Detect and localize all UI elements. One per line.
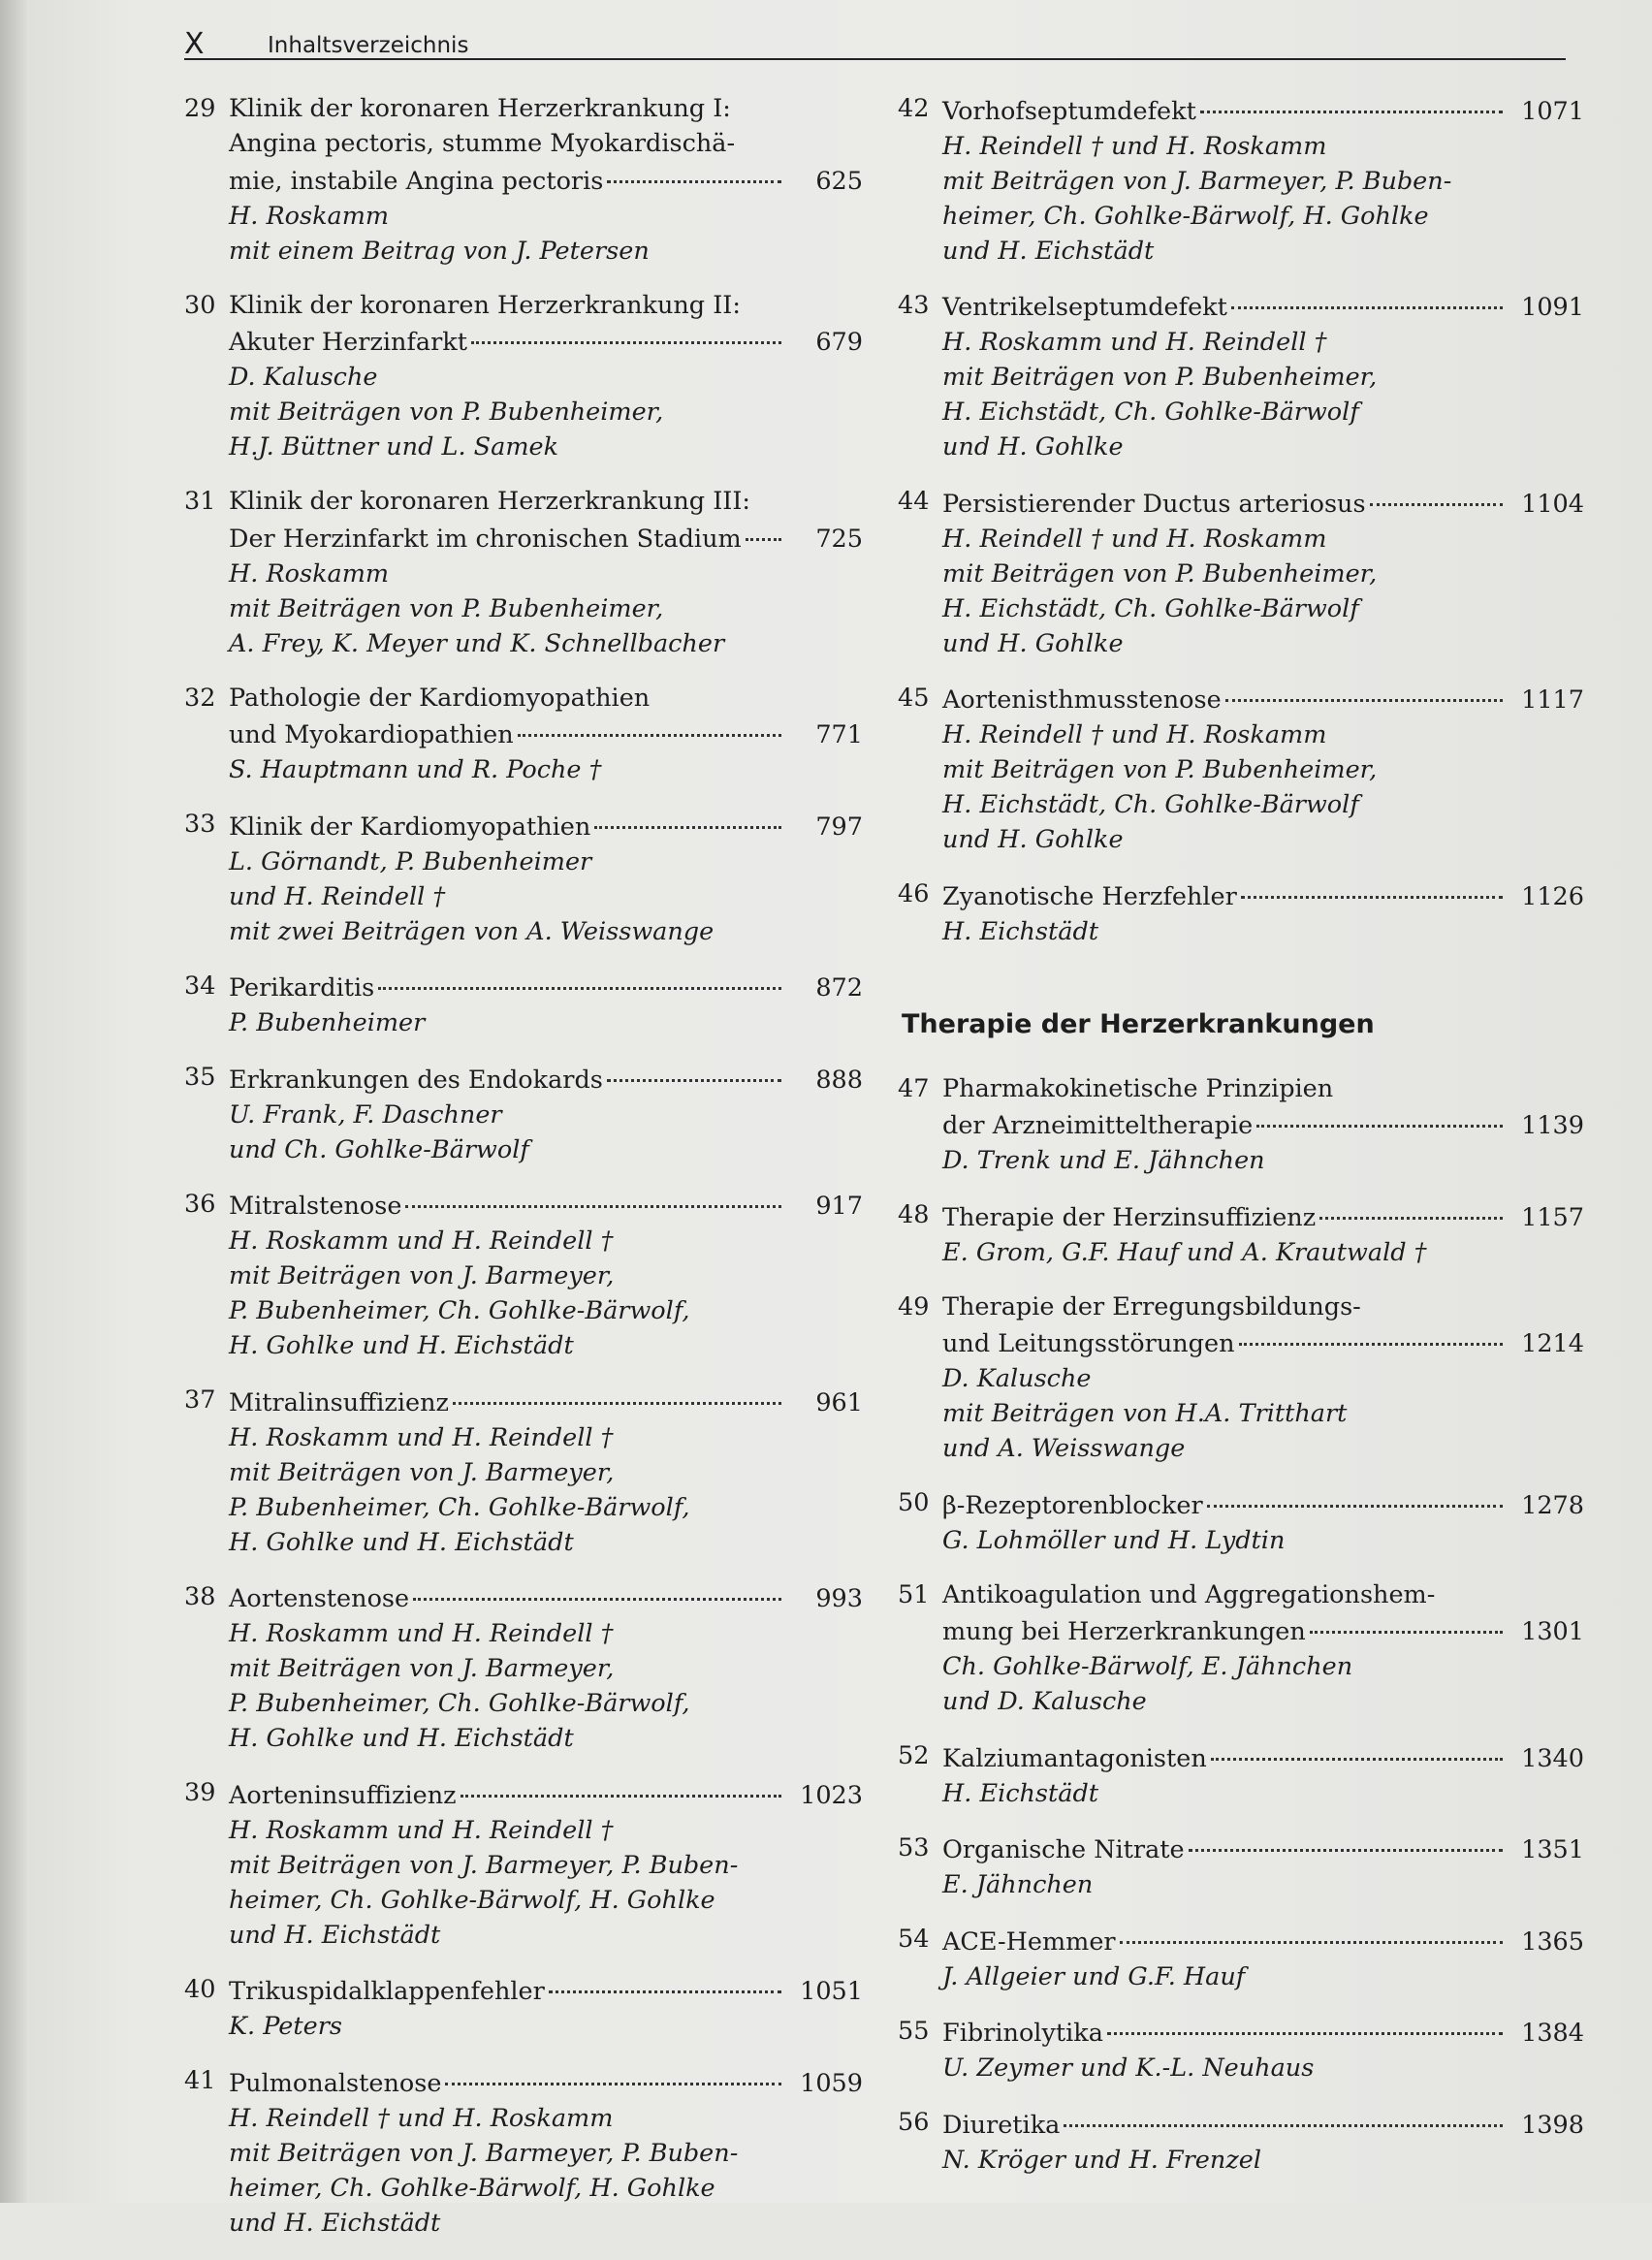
chapter-title: Trikuspidalklappenfehler	[229, 1977, 545, 2006]
chapter-title-line	[229, 1383, 863, 1420]
entry-body	[942, 1577, 1584, 1720]
page-ref: 1126	[1521, 881, 1584, 911]
chapter-authors: N. Kröger und H. Frenzel	[942, 2145, 1261, 2175]
dot-leader	[1107, 2008, 1503, 2036]
chapter-number: 32	[184, 683, 216, 713]
entry-body	[942, 1289, 1584, 1467]
chapter-authors: H. Roskamm	[229, 201, 390, 231]
left-column	[184, 91, 863, 2260]
entry-body	[942, 1830, 1584, 1903]
chapter-title: Pulmonalstenose	[229, 2068, 442, 2098]
chapter-authors: H. Reindell † und H. Roskamm	[942, 720, 1327, 749]
chapter-authors: U. Frank, F. Daschner	[229, 1099, 502, 1130]
chapter-authors: H. Roskamm	[229, 558, 390, 589]
chapter-authors: L. Görnandt, P. Bubenheimer	[229, 846, 592, 876]
chapter-authors: und A. Weisswange	[942, 1434, 1186, 1463]
chapter-number: 48	[898, 1200, 930, 1229]
chapter-authors: mit zwei Beiträgen von A. Weisswange	[229, 916, 715, 946]
page-ref: 625	[815, 166, 863, 196]
entry-body	[229, 681, 863, 788]
dot-leader	[607, 155, 781, 183]
chapter-number: 51	[898, 1579, 930, 1609]
toc-entry	[898, 1071, 1584, 1179]
chapter-authors: mit Beiträgen von J. Barmeyer, P. Buben-	[942, 166, 1452, 196]
chapter-authors: P. Bubenheimer	[229, 1008, 426, 1037]
dot-leader	[445, 2057, 781, 2085]
toc-entry	[184, 681, 863, 788]
chapter-title: Mitralinsuffizienz	[229, 1387, 449, 1417]
toc-entry	[184, 969, 863, 1041]
chapter-authors: mit Beiträgen von P. Bubenheimer,	[942, 755, 1378, 784]
chapter-number: 47	[898, 1073, 930, 1103]
chapter-authors: D. Kalusche	[942, 1364, 1092, 1393]
page-ref: 1059	[800, 2068, 863, 2098]
dot-leader	[1239, 1319, 1503, 1347]
therapy-entries	[898, 1071, 1584, 2178]
page-ref: 993	[815, 1584, 863, 1613]
toc-entry	[184, 288, 863, 465]
chapter-title: Klinik der koronaren Herzerkrankung III:	[229, 487, 751, 516]
chapter-authors: und H. Eichstädt	[942, 236, 1155, 266]
entry-body	[229, 1187, 863, 1364]
dot-leader	[1370, 478, 1503, 506]
chapter-title: Ventrikelseptumdefekt	[942, 293, 1227, 322]
chapter-title: Antikoagulation und Aggregationshem-	[942, 1579, 1436, 1609]
section-heading: Therapie der Herzerkrankungen	[902, 1008, 1375, 1039]
entry-body	[942, 1738, 1584, 1811]
toc-entry	[898, 876, 1584, 949]
chapter-number: 31	[184, 487, 216, 516]
chapter-title: Pathologie der Kardiomyopathien	[229, 683, 651, 713]
toc-entry	[184, 1187, 863, 1364]
dot-leader	[549, 1966, 781, 1994]
chapter-title: und Leitungsstörungen	[942, 1329, 1235, 1358]
chapter-title: Akuter Herzinfarkt	[229, 328, 467, 357]
chapter-title: mie, instabile Angina pectoris	[229, 166, 604, 196]
page-ref: 888	[815, 1065, 863, 1095]
entry-body	[942, 1922, 1584, 1994]
chapter-title: Fibrinolytika	[942, 2019, 1103, 2048]
dot-leader	[1120, 1916, 1503, 1944]
chapter-number: 53	[898, 1832, 930, 1862]
dot-leader	[378, 963, 781, 991]
chapter-title-line	[229, 1775, 863, 1813]
entry-body	[229, 1579, 863, 1757]
page-ref: 1091	[1521, 293, 1584, 322]
chapter-number: 55	[898, 2016, 930, 2046]
chapter-authors: Ch. Gohlke-Bärwolf, E. Jähnchen	[942, 1652, 1353, 1681]
right-column	[898, 91, 1584, 2197]
page-gutter	[0, 0, 27, 2203]
dot-leader	[1241, 871, 1503, 899]
chapter-authors: und Ch. Gohlke-Bärwolf	[229, 1134, 529, 1164]
chapter-authors: P. Bubenheimer, Ch. Gohlke-Bärwolf,	[229, 1296, 690, 1325]
chapter-authors: heimer, Ch. Gohlke-Bärwolf, H. Gohlke	[229, 1885, 715, 1915]
chapter-title-line	[229, 2063, 863, 2101]
chapter-title-line	[942, 91, 1584, 129]
chapter-authors: J. Allgeier und G.F. Hauf	[942, 1961, 1246, 1991]
chapter-title: Organische Nitrate	[942, 1835, 1185, 1864]
chapter-title: Erkrankungen des Endokards	[229, 1065, 603, 1095]
chapter-authors: H. Eichstädt	[942, 1778, 1099, 1808]
chapter-authors: mit Beiträgen von P. Bubenheimer,	[942, 363, 1378, 392]
chapter-authors: H. Roskamm und H. Reindell †	[229, 1226, 614, 1256]
right-column-entries	[898, 91, 1584, 949]
chapter-title: Aorteninsuffizienz	[229, 1780, 457, 1810]
chapter-title: Zyanotische Herzfehler	[942, 881, 1237, 911]
chapter-title-line	[229, 1187, 863, 1225]
chapter-title: Perikarditis	[229, 973, 375, 1003]
chapter-number: 41	[184, 2066, 216, 2095]
chapter-number: 52	[898, 1741, 930, 1770]
dot-leader	[461, 1769, 781, 1798]
entry-body	[229, 1060, 863, 1167]
chapter-number: 50	[898, 1488, 930, 1517]
chapter-authors: S. Hauptmann und R. Poche †	[229, 755, 602, 784]
chapter-authors: U. Zeymer und K.-L. Neuhaus	[942, 2053, 1315, 2083]
entry-body	[942, 2105, 1584, 2178]
chapter-title-line	[229, 969, 863, 1006]
chapter-title: Klinik der koronaren Herzerkrankung II:	[229, 290, 741, 320]
chapter-title-line	[942, 1324, 1584, 1362]
chapter-authors: H. Roskamm und H. Reindell †	[229, 1815, 614, 1845]
entry-body	[942, 1071, 1584, 1179]
toc-entry	[184, 484, 863, 661]
page-ref: 917	[815, 1192, 863, 1221]
dot-leader	[1310, 1607, 1503, 1635]
chapter-title-line	[942, 1738, 1584, 1776]
chapter-title: Klinik der koronaren Herzerkrankung I:	[229, 94, 731, 123]
chapter-authors: mit Beiträgen von H.A. Tritthart	[942, 1399, 1348, 1428]
page-ref: 1301	[1521, 1617, 1584, 1646]
entry-body	[942, 876, 1584, 949]
dot-leader	[1225, 675, 1503, 703]
dot-leader	[607, 1054, 781, 1082]
chapter-title-line	[229, 716, 863, 753]
chapter-authors: H. Roskamm und H. Reindell †	[229, 1422, 614, 1452]
toc-entry	[898, 1289, 1584, 1467]
chapter-authors: P. Bubenheimer, Ch. Gohlke-Bärwolf,	[229, 1689, 690, 1718]
entry-body	[229, 2063, 863, 2241]
entry-body	[942, 91, 1584, 269]
chapter-authors: H. Gohlke und H. Eichstädt	[229, 1331, 574, 1360]
chapter-title-line	[942, 2014, 1584, 2052]
chapter-authors: und D. Kalusche	[942, 1687, 1147, 1716]
chapter-title-line	[942, 484, 1584, 522]
chapter-title: der Arzneimitteltherapie	[942, 1111, 1254, 1140]
page-ref: 961	[815, 1387, 863, 1417]
toc-entry	[184, 1579, 863, 1757]
entry-body	[229, 969, 863, 1041]
chapter-authors: H. Gohlke und H. Eichstädt	[229, 1527, 574, 1557]
toc-entry	[898, 1485, 1584, 1558]
chapter-title: Vorhofseptumdefekt	[942, 96, 1196, 126]
chapter-title-line	[229, 1579, 863, 1617]
chapter-title: Therapie der Herzinsuffizienz	[942, 1202, 1317, 1232]
chapter-number: 36	[184, 1189, 216, 1219]
chapter-title-line	[942, 1830, 1584, 1868]
chapter-authors: H. Reindell † und H. Roskamm	[942, 524, 1327, 554]
toc-entry	[898, 2014, 1584, 2086]
page-header	[184, 29, 1566, 60]
page-ref: 1384	[1521, 2019, 1584, 2048]
dot-leader	[1211, 1733, 1503, 1761]
entry-body	[942, 1485, 1584, 1558]
page-title: Inhaltsverzeichnis	[268, 33, 469, 58]
toc-entry	[898, 1197, 1584, 1270]
chapter-authors: mit Beiträgen von J. Barmeyer,	[229, 1457, 615, 1487]
chapter-title: mung bei Herzerkrankungen	[942, 1617, 1306, 1646]
page-ref: 1117	[1521, 685, 1584, 715]
chapter-authors: H. Gohlke und H. Eichstädt	[229, 1724, 574, 1753]
dot-leader	[746, 513, 781, 541]
page-ref: 1139	[1521, 1111, 1584, 1140]
page-ref: 1365	[1521, 1926, 1584, 1957]
chapter-authors: mit Beiträgen von J. Barmeyer, P. Buben-	[229, 1850, 739, 1880]
chapter-title-line	[229, 323, 863, 361]
chapter-authors: mit Beiträgen von P. Bubenheimer,	[942, 558, 1378, 589]
page-ref: 1157	[1521, 1202, 1584, 1232]
page-ref: 771	[815, 720, 863, 749]
dot-leader	[1200, 85, 1503, 113]
chapter-title: Der Herzinfarkt im chronischen Stadium	[229, 524, 742, 554]
chapter-title-line	[942, 2105, 1584, 2143]
entry-body	[229, 1972, 863, 2045]
page-ref: 725	[815, 524, 863, 554]
chapter-title: Aortenisthmusstenose	[942, 685, 1222, 715]
toc-entry	[898, 288, 1584, 465]
dot-leader	[1256, 1100, 1503, 1129]
chapter-title: Persistierender Ductus arteriosus	[942, 489, 1366, 519]
toc-entry	[898, 1738, 1584, 1811]
chapter-authors: H. Reindell † und H. Roskamm	[229, 2103, 614, 2133]
page-ref: 872	[815, 973, 863, 1003]
toc-entry	[184, 807, 863, 949]
dot-leader	[1231, 282, 1503, 310]
chapter-authors: mit einem Beitrag von J. Petersen	[229, 236, 650, 266]
chapter-authors: D. Kalusche	[229, 363, 378, 392]
chapter-authors: H.J. Büttner und L. Samek	[229, 432, 559, 462]
chapter-authors: und H. Eichstädt	[229, 1920, 441, 1950]
toc-entry	[898, 1922, 1584, 1994]
page-number: X	[184, 27, 205, 61]
chapter-title-line	[942, 1922, 1584, 1959]
dot-leader	[1207, 1480, 1503, 1508]
toc-entry	[898, 681, 1584, 858]
chapter-authors: und H. Gohlke	[942, 825, 1124, 854]
chapter-authors: und H. Reindell †	[229, 881, 446, 911]
toc-entry	[184, 1775, 863, 1953]
chapter-title-line	[942, 681, 1584, 718]
chapter-authors: mit Beiträgen von P. Bubenheimer,	[229, 398, 664, 427]
toc-entry	[184, 1060, 863, 1167]
page-ref: 1023	[800, 1780, 863, 1810]
dot-leader	[1189, 1825, 1503, 1853]
dot-leader	[413, 1574, 781, 1602]
chapter-authors: heimer, Ch. Gohlke-Bärwolf, H. Gohlke	[229, 2173, 715, 2203]
chapter-number: 54	[898, 1925, 930, 1954]
chapter-title: Pharmakokinetische Prinzipien	[942, 1073, 1334, 1103]
page-ref: 1278	[1521, 1490, 1584, 1520]
chapter-authors: und H. Gohlke	[942, 628, 1124, 658]
chapter-number: 44	[898, 487, 930, 516]
chapter-authors: H. Eichstädt, Ch. Gohlke-Bärwolf	[942, 790, 1359, 819]
chapter-title-line	[942, 288, 1584, 326]
chapter-authors: E. Jähnchen	[942, 1870, 1094, 1899]
dot-leader	[1064, 2099, 1503, 2127]
chapter-authors: A. Frey, K. Meyer und K. Schnellbacher	[229, 628, 725, 658]
page-ref: 1051	[800, 1977, 863, 2006]
chapter-title: und Myokardiopathien	[229, 720, 514, 749]
page-ref: 1351	[1521, 1835, 1584, 1864]
chapter-number: 49	[898, 1291, 930, 1321]
chapter-number: 45	[898, 683, 930, 713]
page-ref: 1340	[1521, 1743, 1584, 1773]
chapter-title: Klinik der Kardiomyopathien	[229, 812, 591, 842]
entry-body	[942, 484, 1584, 661]
dot-leader	[405, 1181, 781, 1209]
entry-body	[942, 288, 1584, 465]
chapter-authors: P. Bubenheimer, Ch. Gohlke-Bärwolf,	[229, 1492, 690, 1522]
chapter-title-line	[229, 161, 863, 199]
chapter-authors: H. Roskamm und H. Reindell †	[229, 1619, 614, 1648]
chapter-title: β-Rezeptorenblocker	[942, 1490, 1203, 1520]
chapter-authors: mit Beiträgen von J. Barmeyer,	[229, 1654, 615, 1683]
chapter-authors: H. Eichstädt, Ch. Gohlke-Bärwolf	[942, 398, 1359, 427]
chapter-title-line	[942, 1485, 1584, 1523]
entry-body	[229, 1775, 863, 1953]
chapter-title: ACE-Hemmer	[942, 1926, 1116, 1957]
entry-body	[229, 1383, 863, 1560]
chapter-title: Angina pectoris, stumme Myokardischä-	[229, 129, 736, 158]
chapter-authors: mit Beiträgen von P. Bubenheimer,	[229, 593, 664, 623]
chapter-number: 33	[184, 810, 216, 839]
chapter-title-line	[229, 1972, 863, 2010]
page-ref: 1398	[1521, 2110, 1584, 2140]
chapter-number: 40	[184, 1974, 216, 2004]
chapter-title-line	[229, 807, 863, 844]
toc-entry	[898, 2105, 1584, 2178]
toc-entry	[184, 91, 863, 269]
dot-leader	[518, 710, 781, 738]
entry-body	[229, 91, 863, 269]
chapter-authors: H. Roskamm und H. Reindell †	[942, 328, 1327, 357]
chapter-number: 30	[184, 290, 216, 320]
chapter-title-line	[942, 876, 1584, 914]
entry-body	[942, 1197, 1584, 1270]
dot-leader	[453, 1377, 781, 1405]
chapter-number: 43	[898, 290, 930, 320]
page-ref: 1104	[1521, 489, 1584, 519]
chapter-number: 37	[184, 1385, 216, 1415]
chapter-authors: H. Eichstädt	[942, 916, 1099, 946]
chapter-number: 56	[898, 2108, 930, 2137]
chapter-title-line	[229, 519, 863, 557]
chapter-authors: H. Eichstädt, Ch. Gohlke-Bärwolf	[942, 593, 1359, 623]
toc-entry	[898, 91, 1584, 269]
chapter-number: 38	[184, 1581, 216, 1611]
toc-entry	[898, 1830, 1584, 1903]
entry-body	[229, 484, 863, 661]
entry-body	[229, 807, 863, 949]
chapter-title: Kalziumantagonisten	[942, 1743, 1207, 1773]
toc-entry	[184, 1383, 863, 1560]
chapter-authors: K. Peters	[229, 2012, 342, 2041]
chapter-title: Aortenstenose	[229, 1584, 410, 1613]
toc-entry	[898, 484, 1584, 661]
page-ref: 679	[815, 328, 863, 357]
chapter-authors: heimer, Ch. Gohlke-Bärwolf, H. Gohlke	[942, 201, 1429, 231]
chapter-number: 39	[184, 1778, 216, 1807]
dot-leader	[594, 801, 781, 829]
page-ref: 1071	[1521, 96, 1584, 126]
chapter-authors: mit Beiträgen von J. Barmeyer,	[229, 1261, 615, 1290]
chapter-number: 29	[184, 94, 216, 123]
chapter-title: Mitralstenose	[229, 1192, 402, 1221]
chapter-authors: mit Beiträgen von J. Barmeyer, P. Buben-	[229, 2138, 739, 2168]
chapter-title-line	[229, 1060, 863, 1098]
chapter-title-line	[942, 1197, 1584, 1235]
chapter-authors: D. Trenk und E. Jähnchen	[942, 1146, 1265, 1175]
toc-entry	[184, 2063, 863, 2241]
chapter-authors: E. Grom, G.F. Hauf und A. Krautwald †	[942, 1237, 1427, 1267]
chapter-authors: G. Lohmöller und H. Lydtin	[942, 1525, 1286, 1555]
chapter-authors: H. Reindell † und H. Roskamm	[942, 131, 1327, 161]
chapter-title-line	[942, 1612, 1584, 1650]
chapter-title-line	[942, 1106, 1584, 1144]
entry-body	[942, 681, 1584, 858]
chapter-authors: und H. Gohlke	[942, 432, 1124, 462]
chapter-number: 46	[898, 879, 930, 908]
chapter-number: 35	[184, 1063, 216, 1092]
page-ref: 1214	[1521, 1329, 1584, 1358]
entry-body	[229, 288, 863, 465]
chapter-title: Therapie der Erregungsbildungs-	[942, 1291, 1361, 1321]
dot-leader	[1319, 1192, 1503, 1220]
entry-body	[942, 2014, 1584, 2086]
page-ref: 797	[815, 812, 863, 842]
dot-leader	[471, 317, 781, 345]
chapter-authors: und H. Eichstädt	[229, 2208, 441, 2238]
toc-entry	[898, 1577, 1584, 1720]
chapter-number: 42	[898, 94, 930, 123]
chapter-number: 34	[184, 971, 216, 1001]
toc-entry	[184, 1972, 863, 2045]
chapter-title: Diuretika	[942, 2110, 1061, 2140]
